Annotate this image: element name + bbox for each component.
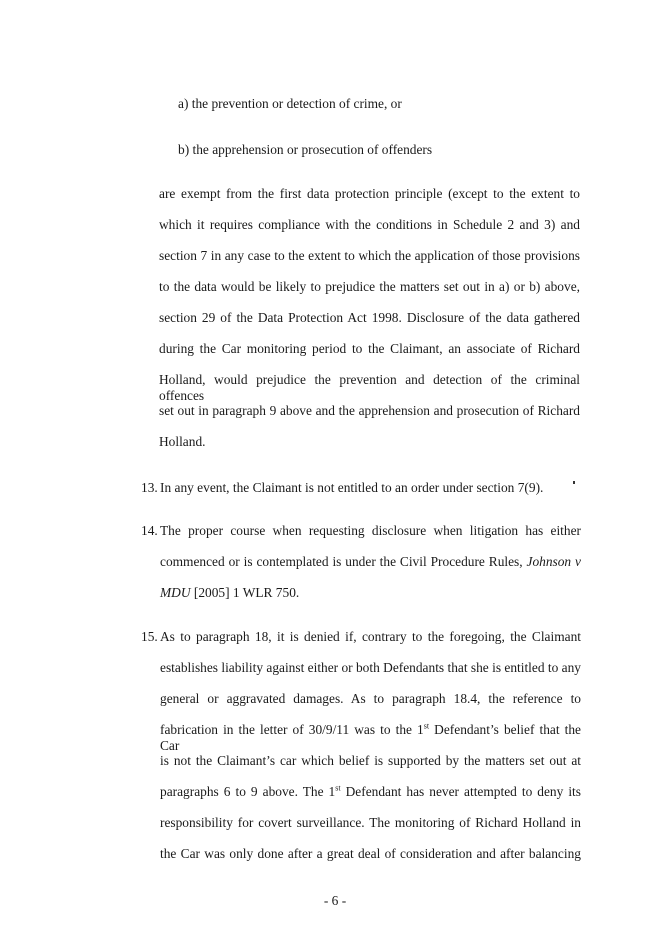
para-line: to the data would be likely to prejudice the matters set out in a) or b) above,: [159, 279, 580, 294]
para-15-line: [160, 784, 581, 800]
para-15-line: As to paragraph 18, it is denied if, contrary to the foregoing, the Claimant: [160, 629, 581, 644]
para-15-text: paragraphs 6 to 9 above. The 1: [160, 784, 336, 799]
para-14-line: [160, 585, 581, 601]
para-13-text: In any event, the Claimant is not entitled to an order under section 7(9).: [160, 480, 544, 495]
superscript: st: [423, 721, 430, 731]
para-15-line: is not the Claimant’s car which belief is supported by the matters set out at: [160, 753, 581, 768]
case-name: MDU: [160, 585, 191, 600]
para-15-line: [160, 722, 581, 754]
para-line: section 7 in any case to the extent to which the application of those provisions: [159, 248, 580, 263]
para-15-text: fabrication in the letter of 30/9/11 was to the 1: [160, 722, 424, 737]
list-item-b: b) the apprehension or prosecution of offenders: [178, 142, 433, 157]
para-14-text: [2005] 1 WLR 750.: [193, 585, 300, 600]
para-15-text: Defendant has never attempted to deny its: [340, 784, 581, 799]
para-line: are exempt from the first data protection principle (except to the extent to: [159, 186, 580, 201]
para-15-line: general or aggravated damages. As to paragraph 18.4, the reference to: [160, 691, 581, 706]
para-14-text: commenced or is contemplated is under the Civil Procedure Rules,: [160, 554, 523, 569]
para-line: during the Car monitoring period to the Claimant, an associate of Richard: [159, 341, 580, 356]
para-line: Holland, would prejudice the prevention and detection of the criminal offences: [159, 372, 580, 403]
para-14-line: [160, 554, 581, 570]
para-15-number: 15.: [141, 629, 158, 644]
para-15-line: establishes liability against either or both Defendants that she is entitled to any: [160, 660, 581, 675]
para-line: Holland.: [159, 434, 206, 449]
case-name: Johnson v: [526, 554, 581, 569]
para-14-number: 14.: [141, 523, 158, 538]
para-line: section 29 of the Data Protection Act 1998. Disclosure of the data gathered: [159, 310, 580, 325]
para-14-line: The proper course when requesting disclosure when litigation has either: [160, 523, 581, 538]
para-15-line: responsibility for covert surveillance. The monitoring of Richard Holland in: [160, 815, 581, 830]
superscript: st: [335, 783, 341, 793]
para-15-line: the Car was only done after a great deal of consideration and after balancing: [160, 846, 581, 861]
scan-speck: [573, 481, 575, 484]
para-line: which it requires compliance with the conditions in Schedule 2 and 3) and: [159, 217, 580, 232]
para-line: set out in paragraph 9 above and the apprehension and prosecution of Richard: [159, 403, 580, 418]
list-item-a: a) the prevention or detection of crime, or: [178, 96, 402, 111]
para-15-text: Defendant’s belief that the Car: [160, 722, 581, 753]
para-13-number: 13.: [141, 480, 158, 495]
page-number: - 6 -: [323, 893, 347, 908]
